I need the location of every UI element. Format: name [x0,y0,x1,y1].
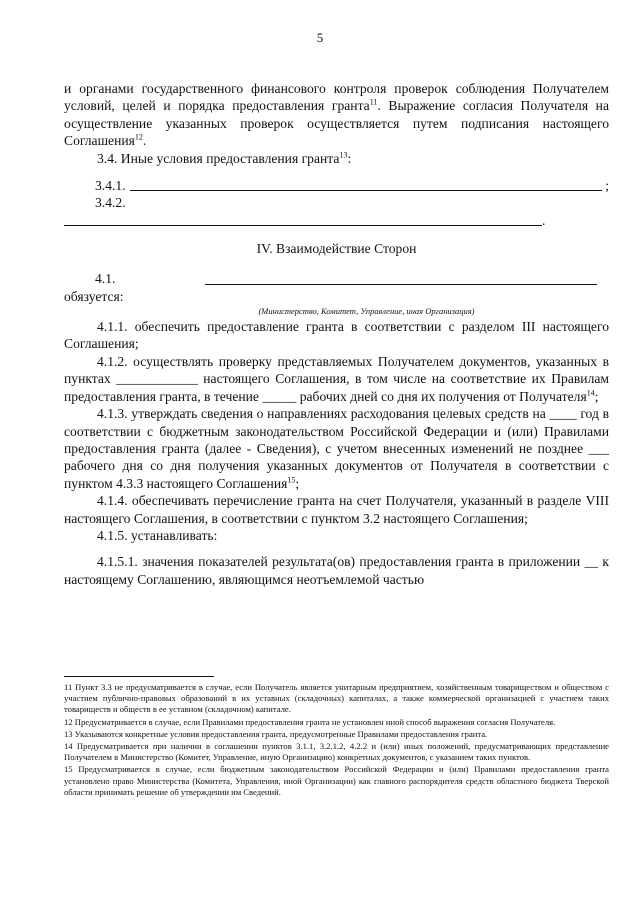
obliges-text: обязуется: [64,288,124,304]
paragraph-4-1-1: 4.1.1. обеспечить предоставление гранта в соответствии с разделом III настоящего Соглашения; [64,319,609,352]
item-4-1-row [64,270,609,288]
paragraph-verification-consent: и органами государственного финансового контроля проверок соблюдения Получателем условий, целей и порядка предоставления гранта$^{11}$. Выражение согласия Получателя на осуществление указанных проверок осуществляется путем подписания настоящего Соглашения$^{12}$. [64,81,609,149]
section-heading: IV. Взаимодействие Сторон [256,241,417,257]
paragraph-4-1-5-1: 4.1.5.1. значения показателей результата(ов) предоставления гранта в приложении __ к настоящему Соглашению, являющимся неотъемлемой частью [64,554,609,587]
item-3-4-2-blank-line: . [64,212,609,229]
footnote-ref-14: 14 [586,388,595,398]
item-3-4-1: 3.4.1. ; [95,178,609,194]
paragraph-4-1-2: 4.1.2. осуществлять проверку представляемых Получателем документов, указанных в пунктах ____________ настоящего Соглашения, в том числе на соответствие их Правилам предоставления гранта, в течение _____ рабочих дней со дня их получения от Получателя$^{14}$; [64,353,609,404]
footnote-ref-11: 11 [369,97,378,107]
item-3-4-1-label: 3.4.1. [95,178,126,194]
footnote-ref-13: 13 [339,150,348,160]
footnote-14: 14 Предусматривается при наличии в соглашении пунктов 3.1.1, 3.2.1.2, 4.2.2 и (или) иных положений, предусматривающих представление Получателем в Министерство (Комитет, Управление, иную Организацию) конкретных документов, с указанием таких пунктов. [64,741,609,763]
item-3-4-2-label: 3.4.2. [95,195,126,211]
footnote-15: 15 Предусматривается в случае, если бюджетным законодательством Российской Федерации и (или) Правилами предоставления гранта установлено право Министерства (Комитета, Управления, иной Организации) как главного распорядителя средств областного бюджета Тверской области принимать решение об утверждении им Сведений. [64,764,609,797]
item-4-1-label: 4.1. [95,271,116,287]
item-3-4-2 [64,194,609,211]
footnote-ref-12: 12 [134,132,143,142]
footnote-separator [64,676,214,677]
page-number: 5 [316,30,324,45]
document-body [64,80,609,588]
footnotes [64,676,609,799]
paragraph-3-4: 3.4. Иные условия предоставления гранта$^{13}$: [97,150,352,166]
paragraph-4-1-5: 4.1.5. устанавливать: [97,527,218,543]
footnote-12: 12 Предусматривается в случае, если Правилами предоставления гранта не установлен иной способ выражения согласия Получателя. [64,716,556,727]
footnote-11: 11 Пункт 3.3 не предусматривается в случае, если Получатель является унитарным предприятием, хозяйственным товариществом и обществом с участием публично-правовых образований в их уставных (складочных) капиталах, а также коммерческой организацией с участием таких товариществ и обществ в ее уставном (складочном) капитале. [64,682,609,715]
footnote-ref-15: 15 [287,475,296,485]
org-name-blank-line [205,274,597,285]
footnote-13: 13 Указываются конкретные условия предоставления гранта, предусмотренные Правилами предоставления гранта. [64,728,488,739]
paragraph-4-1-3: 4.1.3. утверждать сведения о направлениях расходования целевых средств на ____ год в соответствии с бюджетным законодательством Российской Федерации и (или) Правилами предоставления гранта (далее - Сведения), с учетом внесенных изменений не позднее ___ рабочего дня со дня получения указанных документов от Получателя в соответствии с пунктом 4.3.3 настоящего Соглашения$^{15}$; [64,406,609,491]
org-caption: (Министерство, Комитет, Управление, иная Организация) [258,306,475,317]
paragraph-4-1-4: 4.1.4. обеспечивать перечисление гранта на счет Получателя, указанный в разделе VIII настоящего Соглашения, в соответствии с пунктом 3.2 настоящего Соглашения; [64,493,609,526]
item-3-4-1-blank-line [130,178,603,191]
